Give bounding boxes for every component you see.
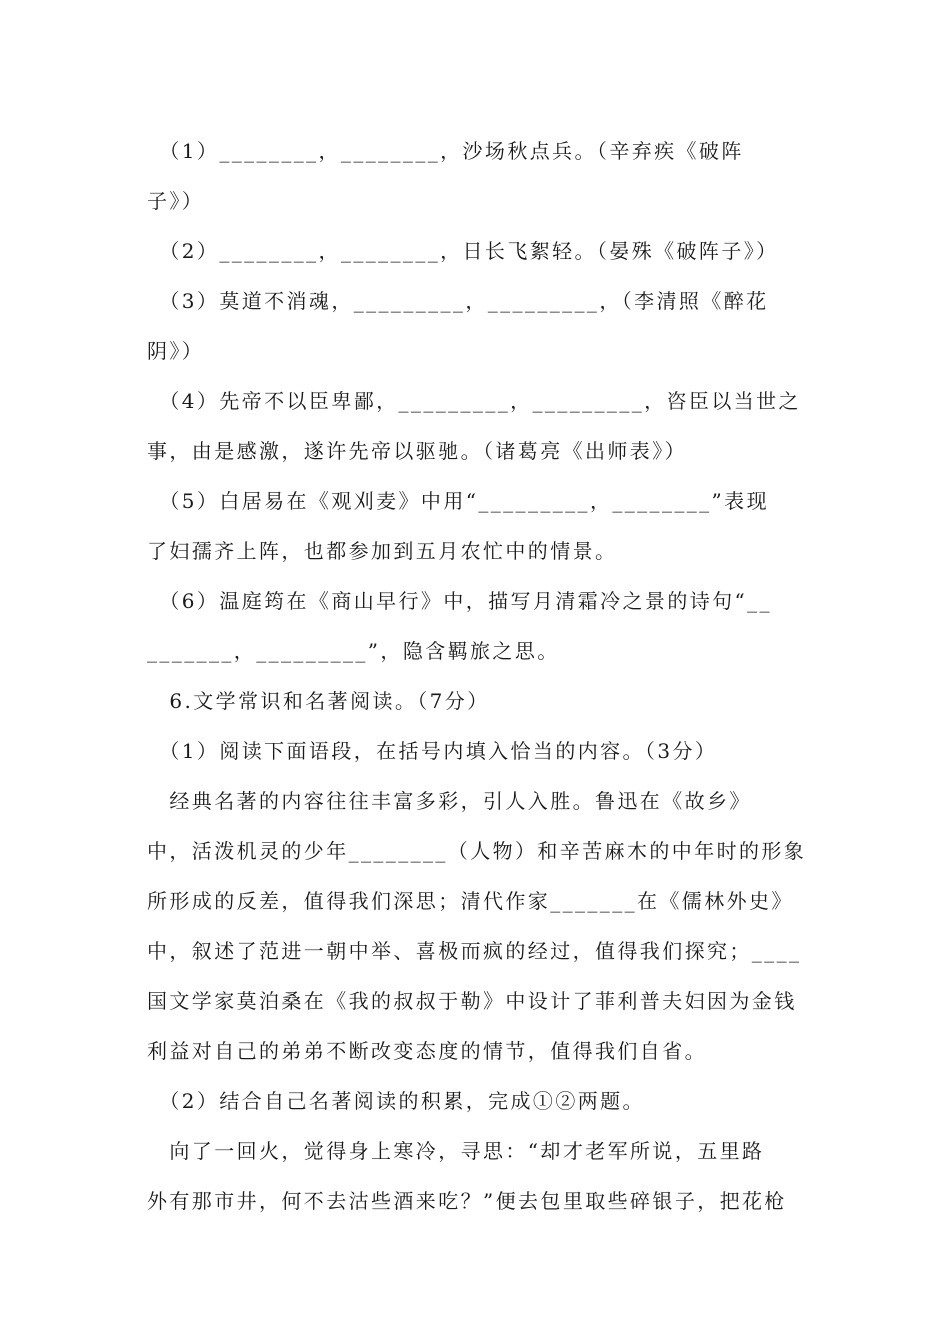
question-4-line-2: 事，由是感激，遂许先帝以驱驰。（诸葛亮《出师表》） — [147, 439, 687, 463]
passage-line-4: 中，叙述了范进一朝中举、喜极而疯的经过，值得我们探究；____ — [147, 939, 802, 963]
passage-line-3: 所形成的反差，值得我们深思；清代作家_______在《儒林外史》 — [147, 889, 794, 913]
excerpt-line-2: 外有那市井，何不去沽些酒来吃？”便去包里取些碎银子，把花枪 — [147, 1189, 787, 1213]
passage-line-2: 中，活泼机灵的少年________（人物）和辛苦麻木的中年时的形象 — [147, 839, 807, 863]
question-3-line-1: （3）莫道不消魂，_________，_________，（李清照《醉花 — [147, 289, 769, 313]
question-6-line-1: （6）温庭筠在《商山早行》中，描写月清霜冷之景的诗句“__ — [147, 589, 772, 613]
question-4-line-1: （4）先帝不以臣卑鄙，_________，_________，咨臣以当世之 — [147, 389, 801, 413]
question-6-line-2: _______，_________”，隐含羁旅之思。 — [147, 639, 560, 663]
question-3-line-2: 阴》） — [147, 339, 205, 363]
question-5-line-2: 了妇孺齐上阵，也都参加到五月农忙中的情景。 — [147, 539, 618, 563]
passage-line-1: 经典名著的内容往往丰富多彩，引人入胜。鲁迅在《故乡》 — [147, 789, 752, 813]
question-2-line: （2）________，________，日长飞絮轻。（晏殊《破阵子》） — [147, 239, 779, 263]
subquestion-1-prompt: （1）阅读下面语段，在括号内填入恰当的内容。（3分） — [147, 739, 718, 763]
section-6-heading: 6.文学常识和名著阅读。（7分） — [147, 689, 490, 713]
passage-line-5: 国文学家莫泊桑在《我的叔叔于勒》中设计了菲利普夫妇因为金钱 — [147, 989, 797, 1013]
passage-line-6: 利益对自己的弟弟不断改变态度的情节，值得我们自省。 — [147, 1039, 707, 1063]
question-1-line-2: 子》） — [147, 189, 205, 213]
question-1-line-1: （1）________，________，沙场秋点兵。（辛弃疾《破阵 — [147, 139, 744, 163]
question-5-line-1: （5）白居易在《观刈麦》中用“_________，________”表现 — [147, 489, 769, 513]
excerpt-line-1: 向了一回火，觉得身上寒冷，寻思：“却才老军所说，五里路 — [147, 1139, 765, 1163]
subquestion-2-prompt: （2）结合自己名著阅读的积累，完成①②两题。 — [147, 1089, 645, 1113]
